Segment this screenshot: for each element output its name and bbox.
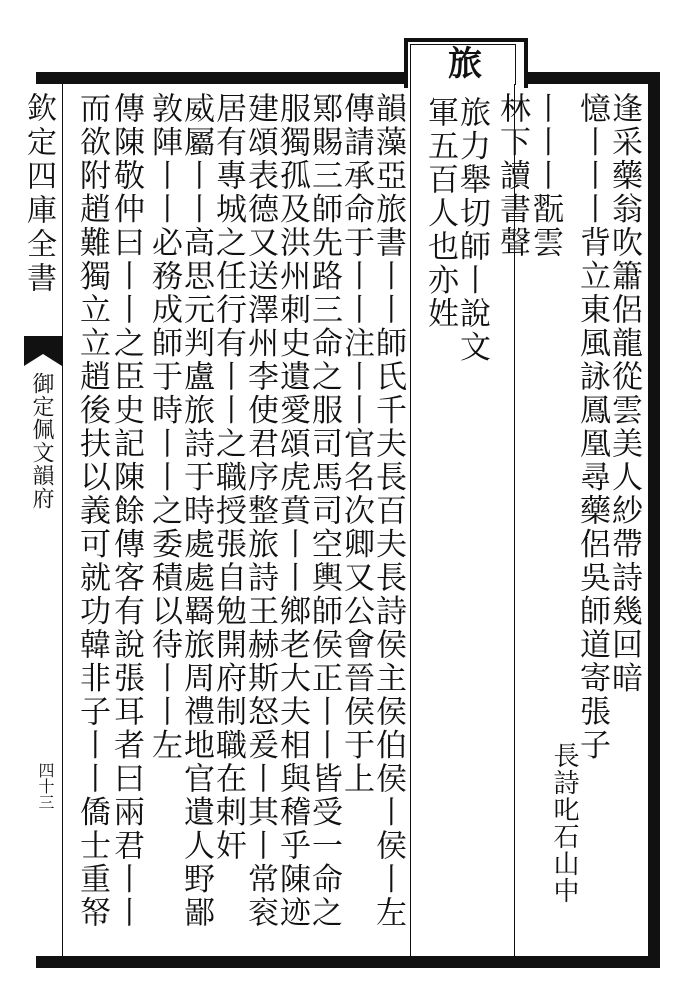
text-column-3: 長詩叱石山中 [549,742,579,904]
text-column-11: 服獨孤及洪州刺史遺愛頌虎賁丨丨鄉老大夫相與稽乎陳迹 [274,92,310,930]
text-column-7: 軍五百人也亦姓 [422,96,458,331]
text-column-13: 居有專城之任行有丨丨之職授張自勉開府制職在剌奸 [210,92,246,863]
fish-tail-mark-icon [24,336,62,366]
text-column-15: 敦陣丨丨必務成師于時丨丨之委積以待丨丨左 [146,92,182,762]
text-column-8: 韻藻亞旅書丨丨師氏千夫長百夫長詩侯主侯伯侯丨侯丨左 [370,92,406,930]
text-column-2: 憶丨丨丨背立東風詠鳳凰尋藥侶吳師道寄張子 [574,92,610,762]
margin-subtitle: 御定佩文韻府 [29,372,54,510]
page-number: 四十三 [36,762,55,810]
margin-book-title: 欽定四庫全書 [21,92,56,296]
text-column-14: 威屬丨丨高思元判盧旅詩于時處處羇旅周禮地官遺人野鄙 [178,92,214,930]
frame-top-border [36,72,404,84]
text-column-6: 旅力舉切師丨說文 [454,96,490,364]
text-column-16: 傳陳敬仲曰丨丨之臣史記陳餘傳客有說張耳者曰兩君丨丨 [108,92,144,930]
margin-rule [62,84,63,956]
frame-bottom-border [36,956,660,968]
text-column-10: 鄍賜三師先路三命之服司馬司空輿師侯正丨丨皆受一命之 [306,92,342,930]
running-title: 旅 [448,44,482,84]
text-column-1: 逢采藥翁吹簫侶龍從雲美人紗帶詩幾回暗 [606,92,642,695]
text-column-17: 而欲附趙難獨立立趙後扶以義可就功韓非子丨丨僑士重帑 [74,92,110,930]
text-column-5: 林下讀書聲 [494,92,530,260]
text-column-4: 丨丨丨翫雲 [527,92,563,260]
frame-top-right-border [520,72,660,84]
text-column-9: 傳請承命于丨丨注丨丨官名次卿又公會晉侯于上 [338,92,374,796]
text-column-12: 建頌表德又送澤州李使君序整旅詩王赫斯怒爰丨其丨常衮 [242,92,278,930]
